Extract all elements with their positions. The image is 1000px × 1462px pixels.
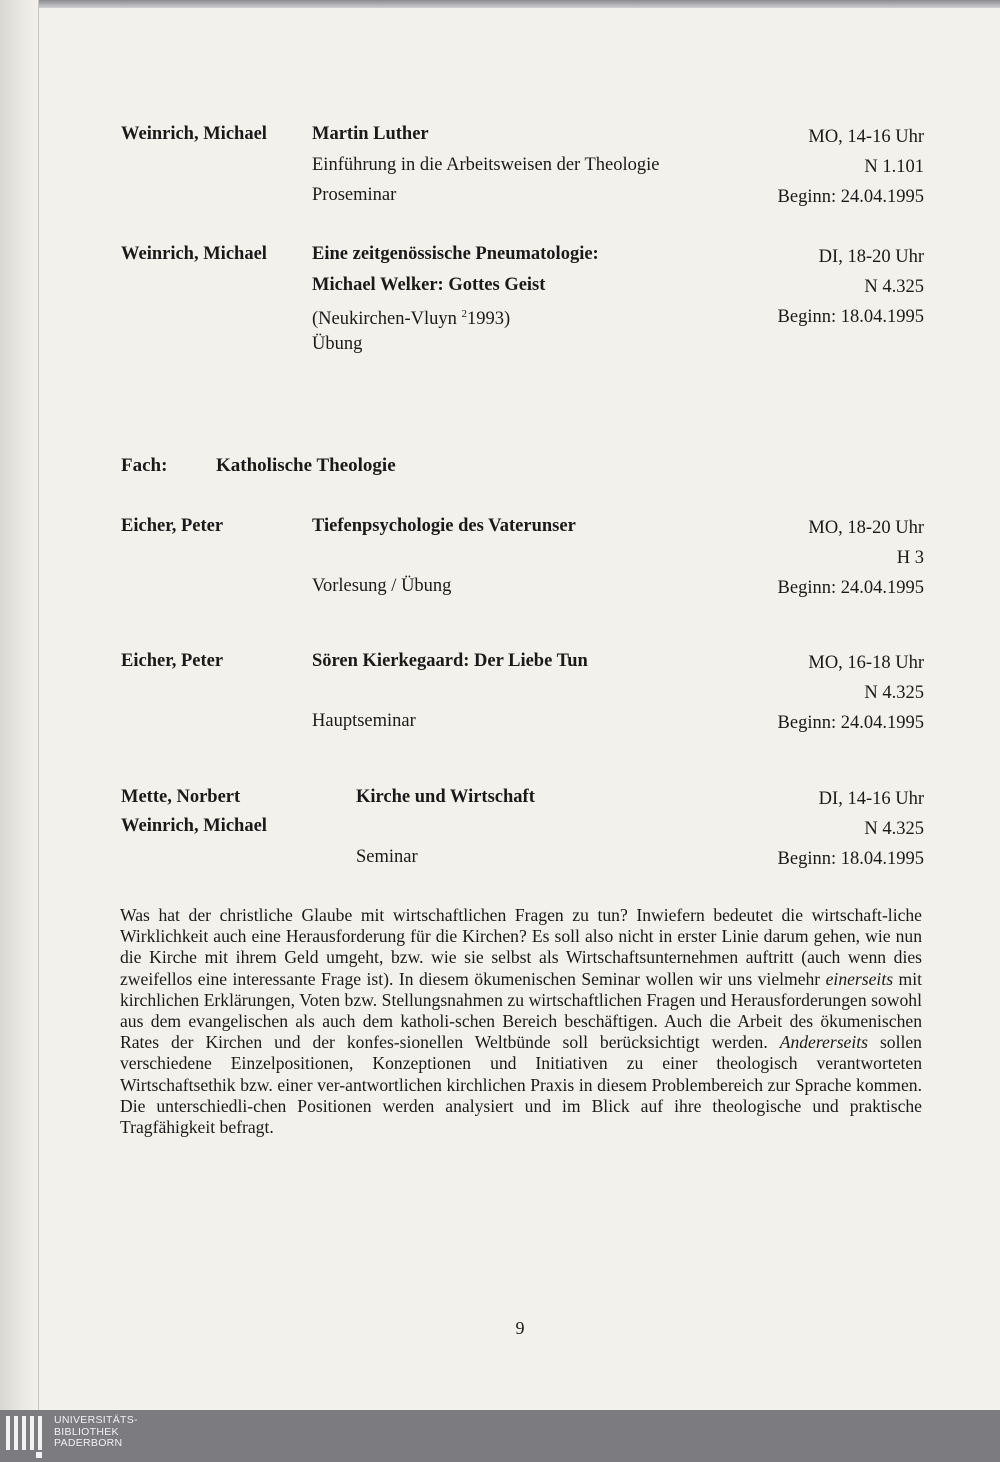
entry-4-begin: Beginn: 24.04.1995 bbox=[777, 713, 924, 733]
entry-3-title: Tiefenpsychologie des Vaterunser bbox=[312, 516, 576, 536]
library-logo-line-1: UNIVERSITÄTS- bbox=[54, 1414, 138, 1426]
entry-3-room: H 3 bbox=[896, 548, 924, 568]
description-part-3: sollen verschiedene Einzelpositionen, Konzeptionen und Initiativen zu einer theologisch verantworteten Wirtschaftsethik bzw. einer ver-antwortlichen kirchlichen Praxis in diesem Problembereich zur Sprache kommen. Die unterschiedli-chen Positionen werden analysiert und im Blick auf ihre theologische und praktische Tragfähigkeit befragt. bbox=[120, 1032, 922, 1138]
entry-1-time: MO, 14-16 Uhr bbox=[808, 127, 924, 147]
description-part-2: mit kirchlichen Erklärungen, Voten bzw. Stellungsnahmen zu wirtschaftlichen Fragen und Herausforderungen sowohl aus dem evangelischen als auch dem katholi-schen Bereich beschäftigen. Auch die Arbeit des ökumenischen Rates der Kirchen und der konfes-sionellen Weltbünde soll berücksichtigt werden. bbox=[120, 968, 922, 1053]
description-part-1: Was hat der christliche Glaube mit wirtschaftlichen Fragen zu tun? Inwiefern bedeutet die wirtschaft-liche Wirklichkeit auch eine Herausforderung für die Kirchen? Es soll also nicht in erster Linie darum gehen, wie nun die Kirche mit ihrem Geld umgeht, bzw. wie sie selbst als Wirtschaftsunternehmen auftritt (auch wenn dies zweifellos eine interessante Frage ist). In diesem ökumenischen Seminar wollen wir uns vielmehr bbox=[120, 905, 922, 989]
entry-5-begin: Beginn: 18.04.1995 bbox=[777, 849, 924, 869]
entry-2-citation-post: 1993) bbox=[467, 309, 511, 330]
fach-value: Katholische Theologie bbox=[216, 455, 396, 476]
entry-2-subtitle: Michael Welker: Gottes Geist bbox=[312, 275, 546, 295]
entry-2-citation bbox=[312, 303, 510, 330]
binding-gutter bbox=[0, 0, 39, 1410]
entry-4-title: Sören Kierkegaard: Der Liebe Tun bbox=[312, 651, 588, 671]
entry-5-title: Kirche und Wirtschaft bbox=[356, 787, 535, 807]
entry-5-lecturer-2: Weinrich, Michael bbox=[121, 816, 267, 836]
library-logo-line-3: PADERBORN bbox=[54, 1437, 123, 1449]
scan-top-edge bbox=[0, 0, 1000, 8]
entry-3-type: Vorlesung / Übung bbox=[312, 576, 452, 596]
entry-5-time: DI, 14-16 Uhr bbox=[818, 789, 924, 809]
entry-4-type: Hauptseminar bbox=[312, 711, 416, 731]
entry-5-room: N 4.325 bbox=[864, 819, 924, 839]
scan-footer bbox=[0, 1410, 1000, 1462]
entry-5-type: Seminar bbox=[356, 847, 418, 867]
entry-5-lecturer-1: Mette, Norbert bbox=[121, 787, 241, 807]
entry-1-title: Martin Luther bbox=[312, 124, 429, 144]
entry-2-lecturer: Weinrich, Michael bbox=[121, 244, 267, 264]
entry-1-subtitle: Einführung in die Arbeitsweisen der Theologie bbox=[312, 155, 660, 175]
entry-2-citation-pre: (Neukirchen-Vluyn bbox=[312, 309, 462, 330]
entry-2-room: N 4.325 bbox=[864, 277, 924, 297]
entry-3-time: MO, 18-20 Uhr bbox=[808, 518, 924, 538]
entry-4-room: N 4.325 bbox=[864, 683, 924, 703]
entry-1-begin: Beginn: 24.04.1995 bbox=[777, 187, 924, 207]
entry-2-type: Übung bbox=[312, 334, 363, 354]
entry-4-time: MO, 16-18 Uhr bbox=[808, 653, 924, 673]
library-logo-text bbox=[54, 1415, 138, 1450]
description-emphasis-2: Andererseits bbox=[779, 1032, 868, 1053]
entry-3-begin: Beginn: 24.04.1995 bbox=[777, 578, 924, 598]
entry-3-lecturer: Eicher, Peter bbox=[121, 516, 224, 536]
entry-4-lecturer: Eicher, Peter bbox=[121, 651, 224, 671]
entry-2-time: DI, 18-20 Uhr bbox=[818, 247, 924, 267]
entry-2-title: Eine zeitgenössische Pneumatologie: bbox=[312, 244, 599, 264]
entry-1-room: N 1.101 bbox=[864, 157, 924, 177]
entry-2-citation-sup: 2 bbox=[461, 308, 467, 320]
description-emphasis-1: einerseits bbox=[825, 968, 894, 989]
entry-2-begin: Beginn: 18.04.1995 bbox=[777, 307, 924, 327]
entry-1-type: Proseminar bbox=[312, 185, 397, 205]
entry-1-lecturer: Weinrich, Michael bbox=[121, 124, 267, 144]
seminar-description bbox=[120, 905, 922, 1138]
page-number: 9 bbox=[515, 1318, 525, 1338]
library-logo-icon bbox=[6, 1416, 46, 1456]
library-logo-dot bbox=[36, 1452, 42, 1458]
library-logo-line-2: BIBLIOTHEK bbox=[54, 1425, 119, 1438]
fach-label: Fach: bbox=[121, 455, 168, 476]
